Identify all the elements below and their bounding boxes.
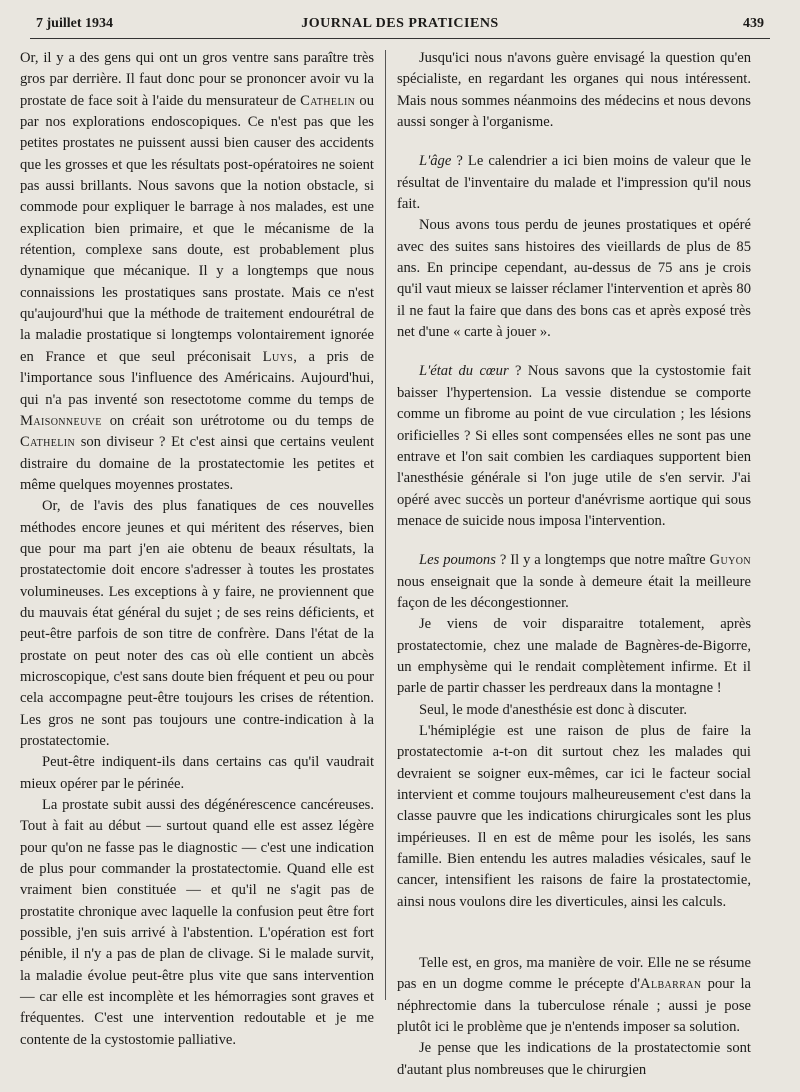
text-run: pour la néphrectomie dans la tuberculose rénale ; aussi je pose plutôt ici le problème que je n'entends imposer sa solution. <box>397 976 751 1036</box>
column-divider <box>385 50 386 1000</box>
paragraph: Je viens de voir disparaitre totalement, après prostatectomie, chez une malade de Bagnères-de-Bigorre, un emphysème qui le rendait complètement infirme. Et il parle de partir chasser les perdreaux dans la montagne ! <box>397 616 751 697</box>
paragraph: Seul, le mode d'anesthésie est donc à discuter. <box>419 701 688 718</box>
author-name: Guyon <box>709 552 752 569</box>
paragraph: Je pense que les indications de la prostatectomie sont d'autant plus nombreuses que le chirurgien <box>397 1040 751 1078</box>
paragraph: L'hémiplégie est une raison de plus de faire la prostatectomie a-t-on dit surtout chez les malades qui devraient se soigner eux-mêmes, car ici le facteur social intervient et comme toujours malheureusement c'est dans la classe pauvre que les indications chirurgicales sont les plus impérieuses. Il en est de même pour les isolés, les sans famille. Bien entendu les autres maladies vésicales, sauf le cancer, intensifient les raisons de faire la prostatectomie, ainsi nous voulons dire les diverticules, ainsi les calculs. <box>397 722 751 910</box>
section-lead: L'état du cœur <box>419 363 509 380</box>
paragraph: Nous avons tous perdu de jeunes prostatiques et opéré avec des suites sans histoires des vieillards de plus de 85 ans. En principe cependant, au-dessus de 75 ans je crois qu'il vaut mieux se laisser réclamer l'intervention et après 80 il ne faut la faire que dans des bons cas et après exposé très net d'une « carte à jouer ». <box>397 217 751 341</box>
text-run: ? Le calendrier a ici bien moins de valeur que le résultat de l'inventaire du malade et l'impression qu'il nous fait. <box>397 153 751 213</box>
text-run: Or, il y a des gens qui ont un gros ventre sans paraître très gros par derrière. Il faut donc pour se prononcer avoir vu la prostate de face soit à l'aide du mensurateur de <box>20 50 374 109</box>
text-run: , a pris de l'importance sous l'influence des Américains. Aujourd'hui, qui n'a pas inventé son resectotome comme du temps de <box>20 348 374 408</box>
paragraph-conclusion <box>397 953 751 1038</box>
page-number: 439 <box>743 16 764 31</box>
journal-title: JOURNAL DES PRATICIENS <box>301 16 499 31</box>
text-run: ? Nous savons que la cystostomie fait baisser l'hypertension. La vessie distendue se comporte comme un fibrome au point de vue circulation ; les lésions orificielles ? Si elles sont compensées elles ne sont pas une entrave et l'on sait combien les cardiaques supportent bien l'anesthésie générale si l'on juge utile de s'en servir. J'ai opéré avec succès un porteur d'anévrisme aortique qui sous menace de suicide nous imposa l'intervention. <box>397 363 751 529</box>
paragraph: Or, de l'avis des plus fanatiques de ces nouvelles méthodes encore jeunes et qui méritent des réserves, bien que pour ma part j'en aie obtenu de beaux résultats, la prostatectomie doit encore s'adresser à toutes les prostates volumineuses. Les exceptions à y faire, ne proviennent que du mauvais état général du sujet ; de ses reins déficients, et peut-être parfois de son titre de confrère. Dans l'état de la prostate on peut noter des cas où elle contient un abcès microscopique, c'est sans doute bien fréquent et peu ou pour cela accompagne peut-être toujours les crises de rétention. Les gros ne sont pas toujours une contre-indication à la prostatectomie. <box>20 498 374 749</box>
header-rule <box>30 38 770 39</box>
text-run: ou par nos explorations endoscopiques. Ce n'est pas que les petites prostates ne puissent aussi bien causer des accidents que les grosses et que les résultats post-opératoires ne soient pas aussi brillants. Nous savons que la notion obstacle, si commode pour expliquer le barrage à nos malades, est une explication bien primaire, et que le mécanisme de la rétention, complexe sans doute, est probablement plus dynamique que mécanique. Il y a longtemps que nous connaissions les prostatiques sans prostate. Mais ce n'est qu'aujourd'hui que la méthode de traitement endourétral de la maladie prostatique si longtemps volontairement ignorée en France et que seul préconisait <box>20 92 374 365</box>
text-run: on créait son urétrotome ou du temps de <box>101 412 374 429</box>
paragraph <box>20 48 374 496</box>
right-column <box>397 48 751 1081</box>
section-lead: L'âge <box>419 153 452 170</box>
paragraph: La prostate subit aussi des dégénérescence cancéreuses. Tout à fait au début — surtout quand elle est assez légère pour qu'on ne fasse pas le diagnostic — c'est une indication de plus pour commander la prostatectomie. Quand elle est vraiment bien constituée — et qu'il ne s'agit pas de prostatite chronique avec laquelle la confusion peut être fort possible, j'en suis arrivé à l'abstention. L'opération est fort pénible, il n'y a pas de plan de clivage. Si le malade survit, la maladie évolue peut-être plus vite que sans intervention — car elle est incomplète et les hémorragies sont graves et fréquentes. C'est une intervention redoutable et je me contente de la cystostomie palliative. <box>20 797 374 1048</box>
author-name: Albarran <box>640 976 702 993</box>
author-name: Maisonneuve <box>20 412 102 429</box>
paragraph: Jusqu'ici nous n'avons guère envisagé la question qu'en spécialiste, en regardant les organes qui nous intéressent. Mais nous sommes néanmoins des médecins et nous devons aussi songer à l'organisme. <box>397 50 751 131</box>
text-run: Telle est, en gros, ma manière de voir. Elle ne se résume pas en un dogme comme le précepte d' <box>397 955 751 993</box>
paragraph-coeur <box>397 361 751 532</box>
issue-date: 7 juillet 1934 <box>36 16 113 31</box>
author-name: Luys <box>262 348 294 365</box>
section-lead: Les poumons <box>419 552 496 569</box>
text-run: nous enseignait que la sonde à demeure était la meilleure façon de les décongestionner. <box>397 573 751 611</box>
left-column <box>20 48 374 1051</box>
paragraph: Peut-être indiquent-ils dans certains cas qu'il vaudrait mieux opérer par le périnée. <box>20 754 374 792</box>
author-name: Cathelin <box>20 434 76 451</box>
author-name: Cathelin <box>300 92 356 109</box>
page-header <box>36 12 764 34</box>
text-run: son diviseur ? Et c'est ainsi que certains veulent distraire du domaine de la prostatectomie les petites et même quelques moyennes prostates. <box>20 434 374 493</box>
paragraph-age <box>397 151 751 215</box>
text-run: ? Il y a longtemps que notre maître <box>495 552 710 569</box>
paragraph-poumons <box>397 550 751 614</box>
